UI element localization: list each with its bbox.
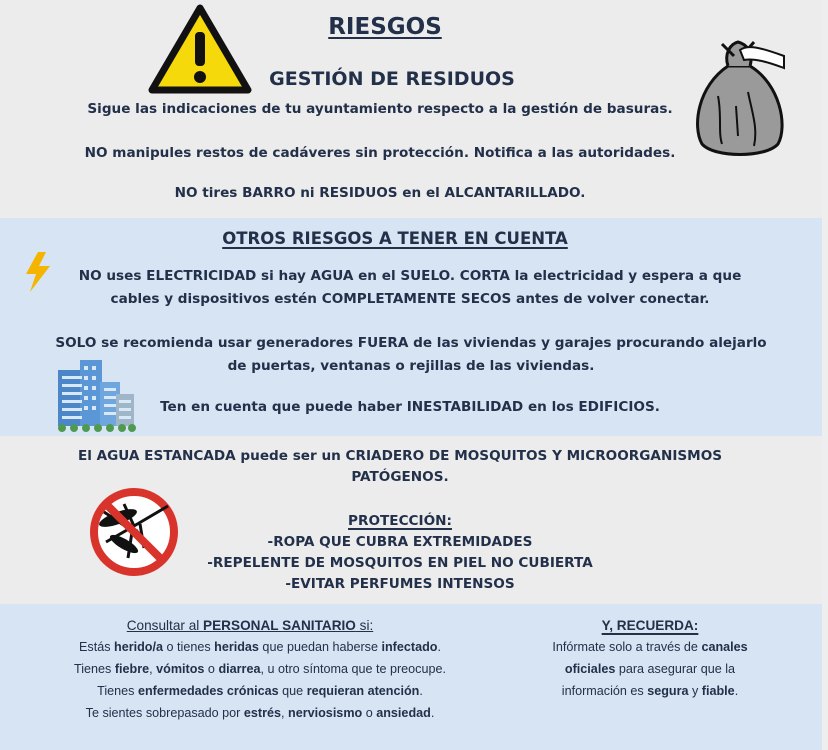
sintoma-line: Te sientes sobrepasado por estrés, nerviosismo o ansiedad. — [85, 706, 435, 720]
residuos-heading: GESTIÓN DE RESIDUOS — [269, 68, 515, 90]
proteccion-item: -ROPA QUE CUBRA EXTREMIDADES — [267, 534, 533, 550]
electricidad-line: cables y dispositivos estén COMPLETAMENTE SECOS antes de volver conectar. — [110, 291, 710, 307]
mosquitos-section — [0, 436, 822, 604]
generadores-line: SOLO se recomienda usar generadores FUERA de las viviendas y garajes procurando alejarlo — [55, 335, 767, 351]
sintoma-line: Tienes fiebre, vómitos o diarrea, u otro síntoma que te preocupe. — [74, 662, 446, 676]
sintoma-line: Tienes enfermedades crónicas que requieran atención. — [97, 684, 423, 698]
residuos-section — [0, 0, 822, 218]
recuerda-heading: Y, RECUERDA: — [601, 618, 699, 633]
sintoma-line: Estás herido/a o tienes heridas que puedan haberse infectado. — [79, 640, 441, 654]
generadores-line: de puertas, ventanas o rejillas de las viviendas. — [227, 358, 595, 374]
otros-riesgos-heading: OTROS RIESGOS A TENER EN CUENTA — [222, 229, 568, 248]
agua-line: PATÓGENOS. — [351, 469, 449, 485]
buildings-icon — [54, 360, 138, 432]
inestabilidad-line: Ten en cuenta que puede haber INESTABILIDAD en los EDIFICIOS. — [160, 399, 660, 415]
consultar-heading — [40, 618, 460, 633]
consultar-bold: PERSONAL SANITARIO — [203, 618, 356, 633]
recuerda-line: Infórmate solo a través de canales — [552, 640, 748, 654]
otros-riesgos-section — [0, 218, 822, 436]
trash-bag-icon — [688, 36, 790, 158]
electricidad-line: NO uses ELECTRICIDAD si hay AGUA en el SUELO. CORTA la electricidad y espera a que — [78, 268, 742, 284]
recuerda-line: información es segura y fiable. — [561, 684, 739, 698]
residuos-line: Sigue las indicaciones de tu ayuntamiento respecto a la gestión de basuras. — [87, 101, 673, 117]
recuerda-line: oficiales para asegurar que la — [564, 662, 736, 676]
proteccion-item: -REPELENTE DE MOSQUITOS EN PIEL NO CUBIERTA — [207, 555, 593, 571]
sanitario-section — [0, 604, 822, 750]
consultar-text: Consultar al — [126, 618, 204, 633]
agua-line: El AGUA ESTANCADA puede ser un CRIADERO DE MOSQUITOS Y MICROORGANISMOS — [77, 448, 723, 464]
proteccion-heading: PROTECCIÓN: — [348, 513, 452, 529]
consultar-text: si: — [355, 618, 374, 633]
residuos-line: NO manipules restos de cadáveres sin protección. Notifica a las autoridades. — [84, 145, 676, 161]
residuos-line: NO tires BARRO ni RESIDUOS en el ALCANTARILLADO. — [174, 185, 586, 201]
page-title: RIESGOS — [328, 14, 442, 40]
proteccion-item: -EVITAR PERFUMES INTENSOS — [285, 576, 515, 592]
